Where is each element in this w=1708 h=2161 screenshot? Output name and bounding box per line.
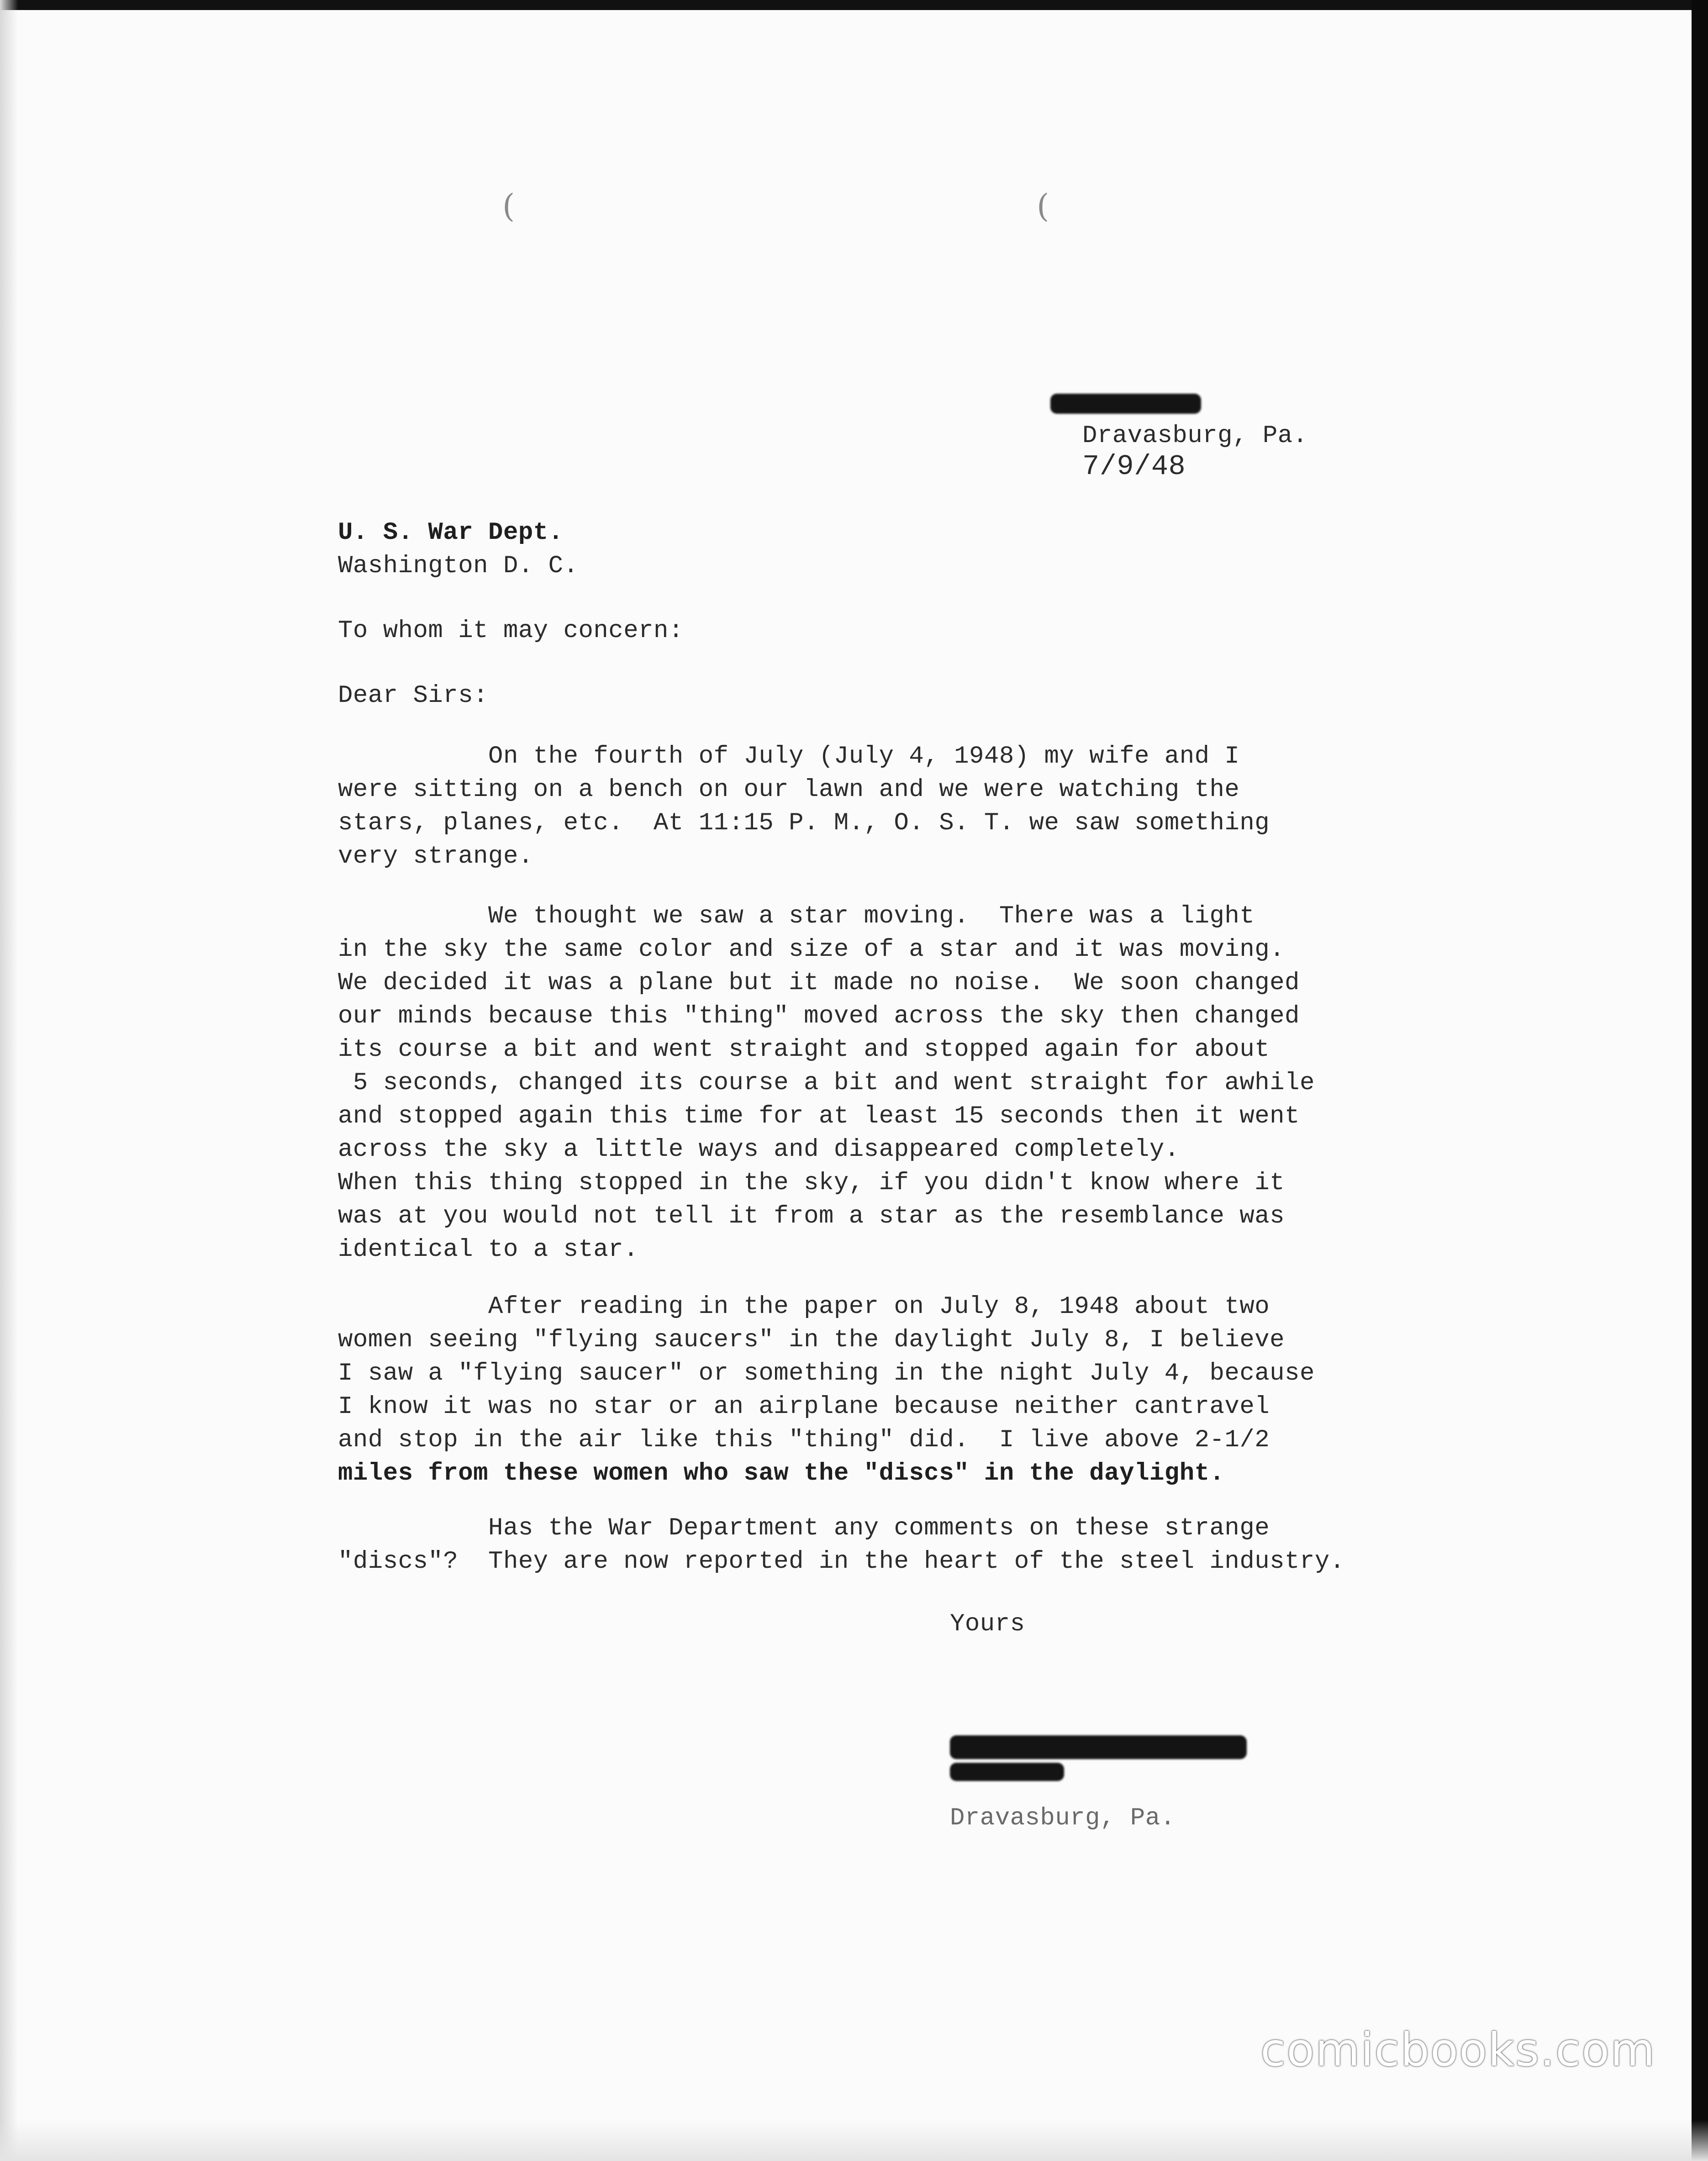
paragraph-line: our minds because this "thing" moved across the sky then changed (338, 1002, 1300, 1030)
paragraph-line: Has the War Department any comments on these strange (338, 1514, 1270, 1542)
scan-right-border (1692, 0, 1708, 2161)
signature-city: Dravasburg, Pa. (950, 1804, 1176, 1832)
paragraph-line: I saw a "flying saucer" or something in the night July 4, because (338, 1360, 1315, 1387)
paragraph-line: very strange. (338, 843, 533, 870)
header-city: Dravasburg, Pa. (1082, 422, 1308, 450)
header-date: 7/9/48 (1082, 450, 1186, 483)
addressee-line2: Washington D. C. (338, 552, 579, 580)
scan-top-border (0, 0, 1708, 10)
paragraph-line: women seeing "flying saucers" in the daylight July 8, I believe (338, 1326, 1285, 1354)
paragraph-line: I know it was no star or an airplane because neither cantravel (338, 1393, 1270, 1421)
paragraph-line: miles from these women who saw the "discs" in the daylight. (338, 1460, 1225, 1487)
paragraph-line: and stopped again this time for at least 15 seconds then it went (338, 1102, 1300, 1130)
paragraph-line: "discs"? They are now reported in the heart of the steel industry. (338, 1548, 1345, 1576)
paragraph-line: across the sky a little ways and disappeared completely. (338, 1136, 1180, 1164)
redaction-signature-name (950, 1735, 1247, 1759)
paragraph-line: On the fourth of July (July 4, 1948) my wife and I (338, 743, 1240, 770)
watermark: comicbooks.com (1260, 2023, 1656, 2077)
paragraph-line: its course a bit and went straight and stopped again for about (338, 1036, 1270, 1064)
paragraph-line: We thought we saw a star moving. There was a light (338, 902, 1255, 930)
paragraph-line: was at you would not tell it from a star as the resemblance was (338, 1202, 1285, 1230)
redaction-signature-street (950, 1763, 1064, 1781)
redaction-header-address (1050, 394, 1201, 414)
stray-mark-left: ( (502, 187, 515, 225)
closing: Yours (950, 1610, 1025, 1638)
addressee-line1: U. S. War Dept. (338, 519, 564, 547)
stray-mark-right: ( (1037, 187, 1049, 225)
paragraph-line: We decided it was a plane but it made no noise. We soon changed (338, 969, 1300, 997)
salutation: Dear Sirs: (338, 682, 489, 710)
paragraph-line: After reading in the paper on July 8, 1948 about two (338, 1293, 1270, 1321)
paragraph-line: 5 seconds, changed its course a bit and went straight for awhile (338, 1069, 1315, 1097)
scan-bottom-shadow (0, 2120, 1708, 2161)
paragraph-line: were sitting on a bench on our lawn and we were watching the (338, 776, 1240, 804)
scan-left-shadow (0, 0, 18, 2161)
paragraph-line: When this thing stopped in the sky, if you didn't know where it (338, 1169, 1285, 1197)
salutation-general: To whom it may concern: (338, 617, 684, 645)
paragraph-line: stars, planes, etc. At 11:15 P. M., O. S. T. we saw something (338, 809, 1270, 837)
paragraph-line: and stop in the air like this "thing" did. I live above 2-1/2 (338, 1426, 1270, 1454)
paragraph-line: identical to a star. (338, 1236, 639, 1264)
paragraph-line: in the sky the same color and size of a star and it was moving. (338, 936, 1285, 964)
